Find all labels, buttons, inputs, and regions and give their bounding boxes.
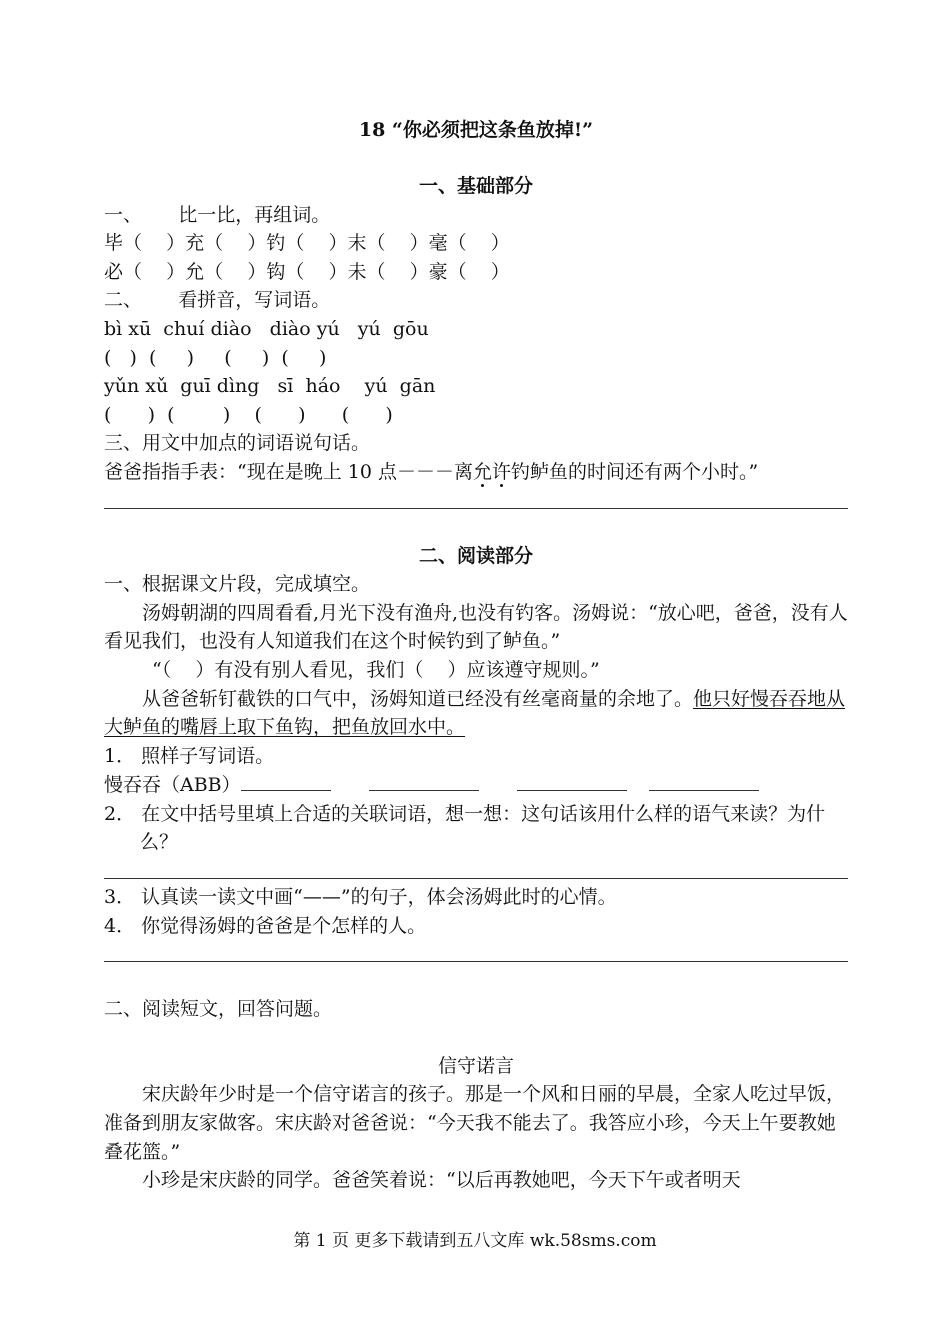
blank-line [649,770,759,791]
spacer [104,509,848,542]
q2-pinyin-row-1: bì xū chuí diào diào yú yú gōu [104,317,429,340]
document-page [104,116,848,1195]
spacer [104,962,848,995]
q2-paren-row-2: ( ) ( ) ( ) ( ) [104,403,393,426]
q3-sentence-after: 钓鲈鱼的时间还有两个小时。” [511,460,759,483]
question-number: 2． [104,802,136,825]
section-heading-basics: 一、基础部分 [418,175,533,197]
blank-line [241,770,331,791]
reading-2-prompt: 二、阅读短文，回答问题。 [104,998,333,1021]
story-paragraph-2: 小珍是宋庆龄的同学。爸爸笑着说：“以后再教她吧，今天下午或者明天 [142,1169,741,1192]
reading-1-question-1-example [104,770,848,800]
reading-1-question-3 [104,883,848,912]
reading-1-paragraph-1: 汤姆朝湖的四周看看,月光下没有渔舟,也没有钓客。汤姆说：“放心吧，爸爸，没有人看见我们，也没有人知道我们在这个时候钓到了鲈鱼。” [104,601,848,653]
question-text: 在文中括号里填上合适的关联词语，想一想：这句话该用什么样的语气来读？为什么？ [140,802,826,854]
q2-pinyin-row-2: yǔn xǔ guī dìng sī háo yú gān [104,375,436,398]
q3-prompt: 三、用文中加点的词语说句话。 [104,432,371,455]
q1-prompt: 一、 比一比，再组词。 [104,203,331,226]
question-number: 3． [104,886,136,909]
spacer [104,144,848,172]
reading-1-question-4 [104,912,848,941]
q1-row-2: 必（ ）允（ ）钩（ ）未（ ）豪（ ） [104,260,510,283]
spacer [104,1024,848,1052]
page-title: 18 “你必须把这条鱼放掉!” [358,119,594,141]
reading-1-prompt: 一、根据课文片段，完成填空。 [104,573,371,596]
q3-sentence-before: 爸爸指指手表：“现在是晚上 10 点－－－离 [104,460,473,483]
reading-1-question-2 [104,800,848,857]
question-text: 照样子写词语。 [141,744,275,767]
q3-sentence [104,458,848,487]
q2-paren-row-1: ( ) ( ) ( ) ( ) [104,346,327,369]
example-word: 慢吞吞（ABB） [104,774,241,797]
reading-1-question-1 [104,742,848,771]
question-number: 1． [104,744,136,767]
answer-line [104,877,848,879]
dotted-word-char-1: 允 [472,460,492,483]
section-heading-reading: 二、阅读部分 [418,544,533,567]
story-paragraph-1: 宋庆龄年少时是一个信守诺言的孩子。那是一个风和日丽的早晨，全家人吃过早饭，准备到朋友家做客。宋庆龄对爸爸说：“今天我不能去了。我答应小珍，今天上午要教她叠花篮。” [104,1083,846,1163]
story-title: 信守诺言 [437,1054,514,1077]
underlined-sentence: 他只好慢吞吞地从大鲈鱼的嘴唇上取下鱼钩，把鱼放回水中。 [104,687,846,739]
page-footer: 第 1 页 更多下载请到五八文库 wk.58sms.com [293,1231,657,1251]
dotted-word-char-2: 许 [492,460,512,483]
question-number: 4． [104,914,136,937]
blank-line [517,770,627,791]
reading-1-paragraph-3-text: 从爸爸斩钉截铁的口气中，汤姆知道已经没有丝毫商量的余地了。 [142,687,694,710]
question-text: 认真读一读文中画“——”的句子，体会汤姆此时的心情。 [141,886,617,909]
question-text: 你觉得汤姆的爸爸是个怎样的人。 [141,914,427,937]
blank-line [369,770,479,791]
q1-row-1: 毕（ ）充（ ）钓（ ）末（ ）毫（ ） [104,232,510,255]
reading-1-paragraph-3 [104,685,848,742]
q2-prompt: 二、 看拼音，写词语。 [104,289,331,312]
reading-1-paragraph-2: “（ ）有没有别人看见，我们（ ）应该遵守规则。” [152,658,600,681]
